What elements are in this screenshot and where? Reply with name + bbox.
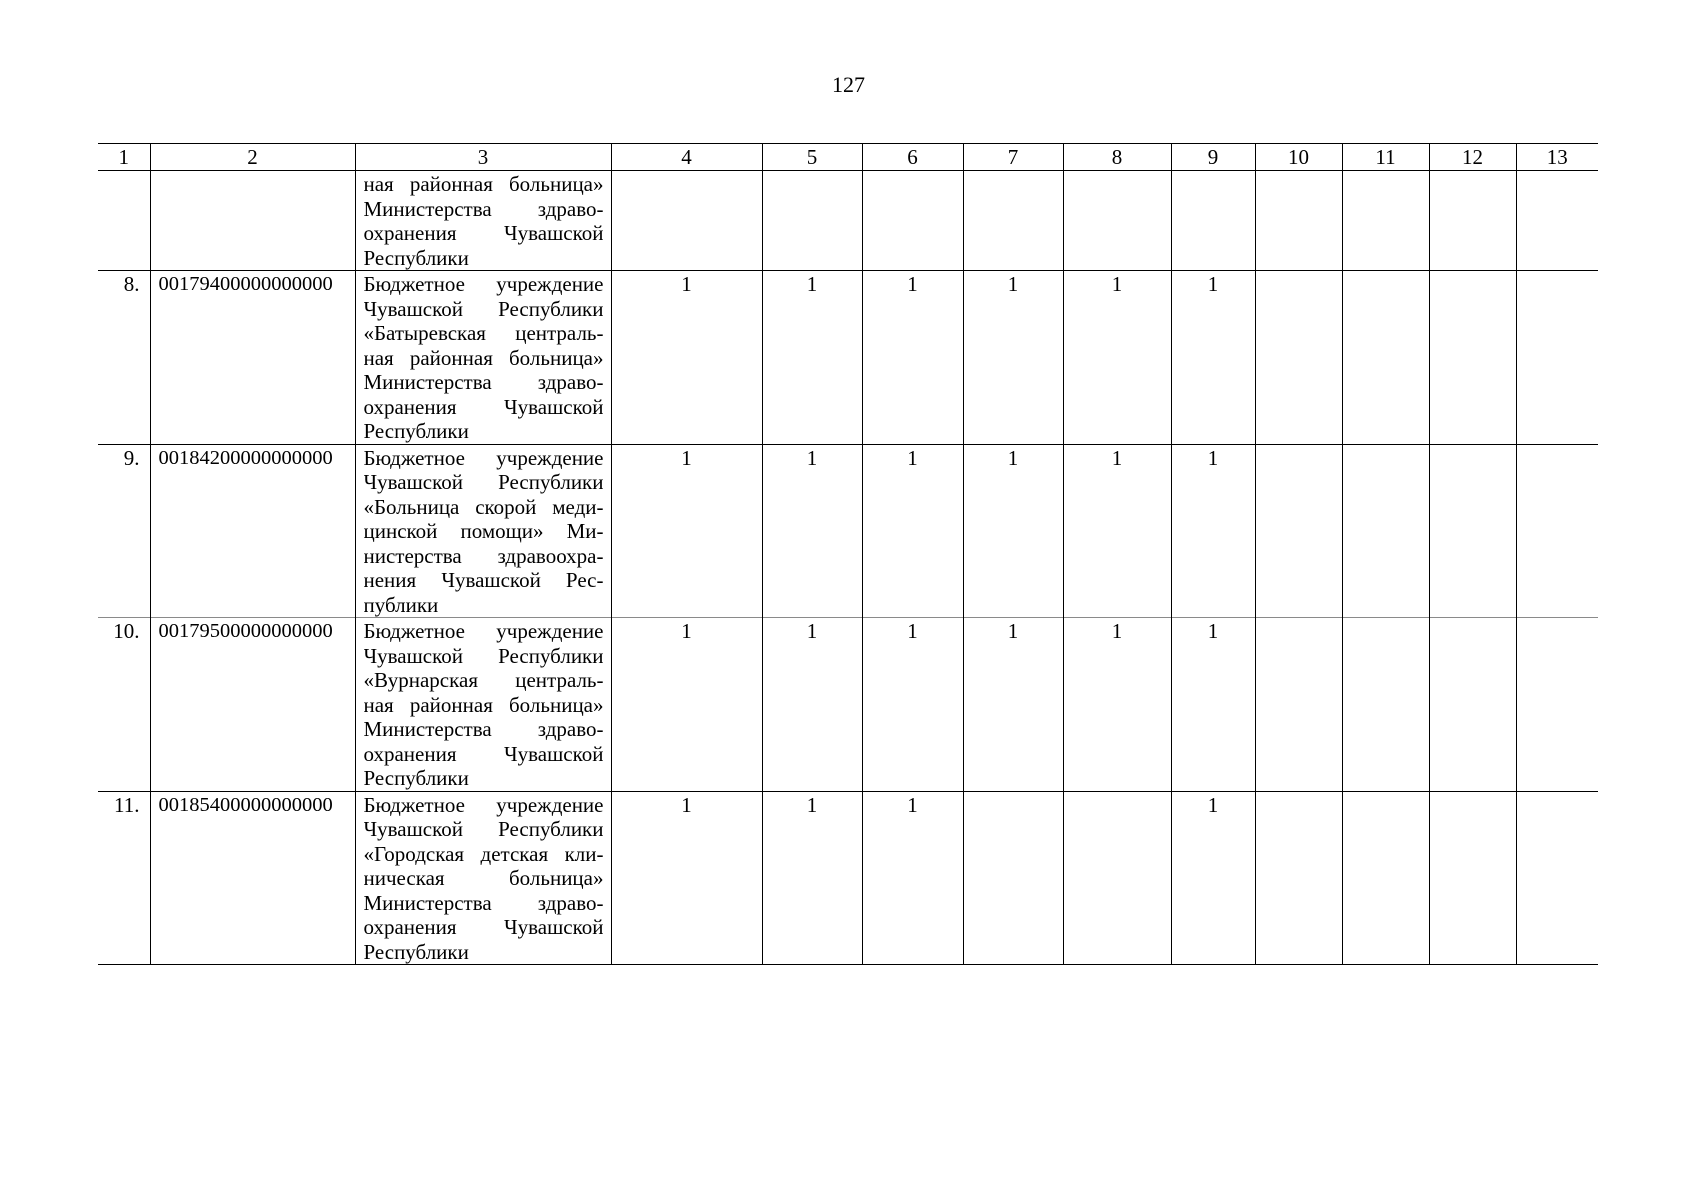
header-row [98,144,1598,171]
header-cell: 9 [1171,144,1255,171]
value-cell [1516,791,1598,965]
value-cell [1255,791,1342,965]
name-line: ная районная больница» [363,345,604,370]
header-cell: 10 [1255,144,1342,171]
value-cell [1516,171,1598,271]
value-cell: 1 [762,271,862,445]
name-line: охранения Чувашской [363,915,604,939]
header-cell: 6 [862,144,963,171]
header-cell: 1 [98,144,150,171]
value-cell [963,791,1063,965]
name-line: Министерства здраво- [363,370,604,394]
name-line: цинской помощи» Ми- [363,519,604,543]
value-cell [1342,271,1429,445]
value-cell [1255,271,1342,445]
value-cell [862,171,963,271]
value-cell [1516,444,1598,618]
page-number: 127 [832,72,865,97]
table-row [98,171,1598,271]
value-cell [1429,618,1516,792]
value-cell [1429,271,1516,445]
name-line: Чувашской Республики [363,296,604,321]
value-cell: 1 [862,791,963,965]
table-row [98,271,1598,445]
name-line: Чувашской Республики [363,643,604,668]
header-cell: 5 [762,144,862,171]
name-line: «Городская детская кли- [363,841,604,866]
name-line: «Вурнарская централь- [363,668,604,692]
row-number: 9. [98,444,150,618]
value-cell: 1 [762,618,862,792]
value-cell [1255,171,1342,271]
row-code: 00179400000000000 [150,271,355,445]
name-line: охранения Чувашской [363,741,604,766]
value-cell [1342,791,1429,965]
value-cell [1342,618,1429,792]
row-name [355,791,611,965]
row-name [355,271,611,445]
table-row [98,618,1598,792]
table-row [98,444,1598,618]
name-line: Чувашской Республики [363,817,604,841]
name-line: Министерства здраво- [363,890,604,915]
name-line: Бюджетное учреждение [363,792,604,817]
value-cell: 1 [963,271,1063,445]
row-number [98,171,150,271]
row-code [150,171,355,271]
value-cell [1255,444,1342,618]
name-line: ная районная больница» [363,692,604,717]
header-cell: 3 [355,144,611,171]
name-line: публики [363,592,439,617]
value-cell [1063,171,1171,271]
name-line: Чувашской Республики [363,470,604,494]
row-number: 11. [98,791,150,965]
value-cell [1171,171,1255,271]
name-line: Республики [363,419,469,443]
value-cell: 1 [1171,271,1255,445]
value-cell: 1 [762,444,862,618]
value-cell [963,171,1063,271]
value-cell [762,171,862,271]
value-cell: 1 [1063,271,1171,445]
value-cell: 1 [862,271,963,445]
value-cell [1255,618,1342,792]
name-line: Республики [363,766,469,790]
header-cell: 4 [611,144,762,171]
value-cell: 1 [963,618,1063,792]
row-name [355,618,611,792]
value-cell: 1 [1171,444,1255,618]
name-line: Министерства здраво- [363,196,604,221]
name-line: Республики [363,939,469,964]
header-cell: 12 [1429,144,1516,171]
value-cell: 1 [1063,444,1171,618]
value-cell: 1 [611,791,762,965]
value-cell [1342,444,1429,618]
header-cell: 13 [1516,144,1598,171]
value-cell: 1 [862,618,963,792]
name-line: Министерства здраво- [363,717,604,741]
value-cell [1063,791,1171,965]
row-name [355,171,611,271]
value-cell: 1 [611,444,762,618]
row-number: 8. [98,271,150,445]
header-cell: 7 [963,144,1063,171]
value-cell [1516,618,1598,792]
name-line: «Батыревская централь- [363,321,604,345]
value-cell: 1 [1171,618,1255,792]
header-cell: 11 [1342,144,1429,171]
value-cell [1342,171,1429,271]
row-name [355,444,611,618]
name-line: Бюджетное учреждение [363,445,604,470]
header-cell: 2 [150,144,355,171]
row-number: 10. [98,618,150,792]
value-cell: 1 [611,271,762,445]
name-line: ная районная больница» [363,172,604,196]
value-cell: 1 [1063,618,1171,792]
name-line: нистерства здравоохра- [363,543,604,568]
value-cell [1429,444,1516,618]
name-line: Бюджетное учреждение [363,619,604,643]
value-cell [1516,271,1598,445]
value-cell: 1 [1171,791,1255,965]
name-line: охранения Чувашской [363,394,604,419]
row-code: 00184200000000000 [150,444,355,618]
value-cell [611,171,762,271]
name-line: «Больница скорой меди- [363,494,604,519]
name-line: Бюджетное учреждение [363,272,604,296]
name-line: нения Чувашской Рес- [363,568,604,592]
value-cell: 1 [963,444,1063,618]
value-cell: 1 [611,618,762,792]
name-line: охранения Чувашской [363,221,604,245]
row-code: 00179500000000000 [150,618,355,792]
value-cell [1429,791,1516,965]
value-cell [1429,171,1516,271]
header-cell: 8 [1063,144,1171,171]
name-line: Республики [363,245,469,270]
value-cell: 1 [762,791,862,965]
value-cell: 1 [862,444,963,618]
name-line: ническая больница» [363,866,604,890]
row-code: 00185400000000000 [150,791,355,965]
table-row [98,791,1598,965]
data-table [98,143,1598,965]
